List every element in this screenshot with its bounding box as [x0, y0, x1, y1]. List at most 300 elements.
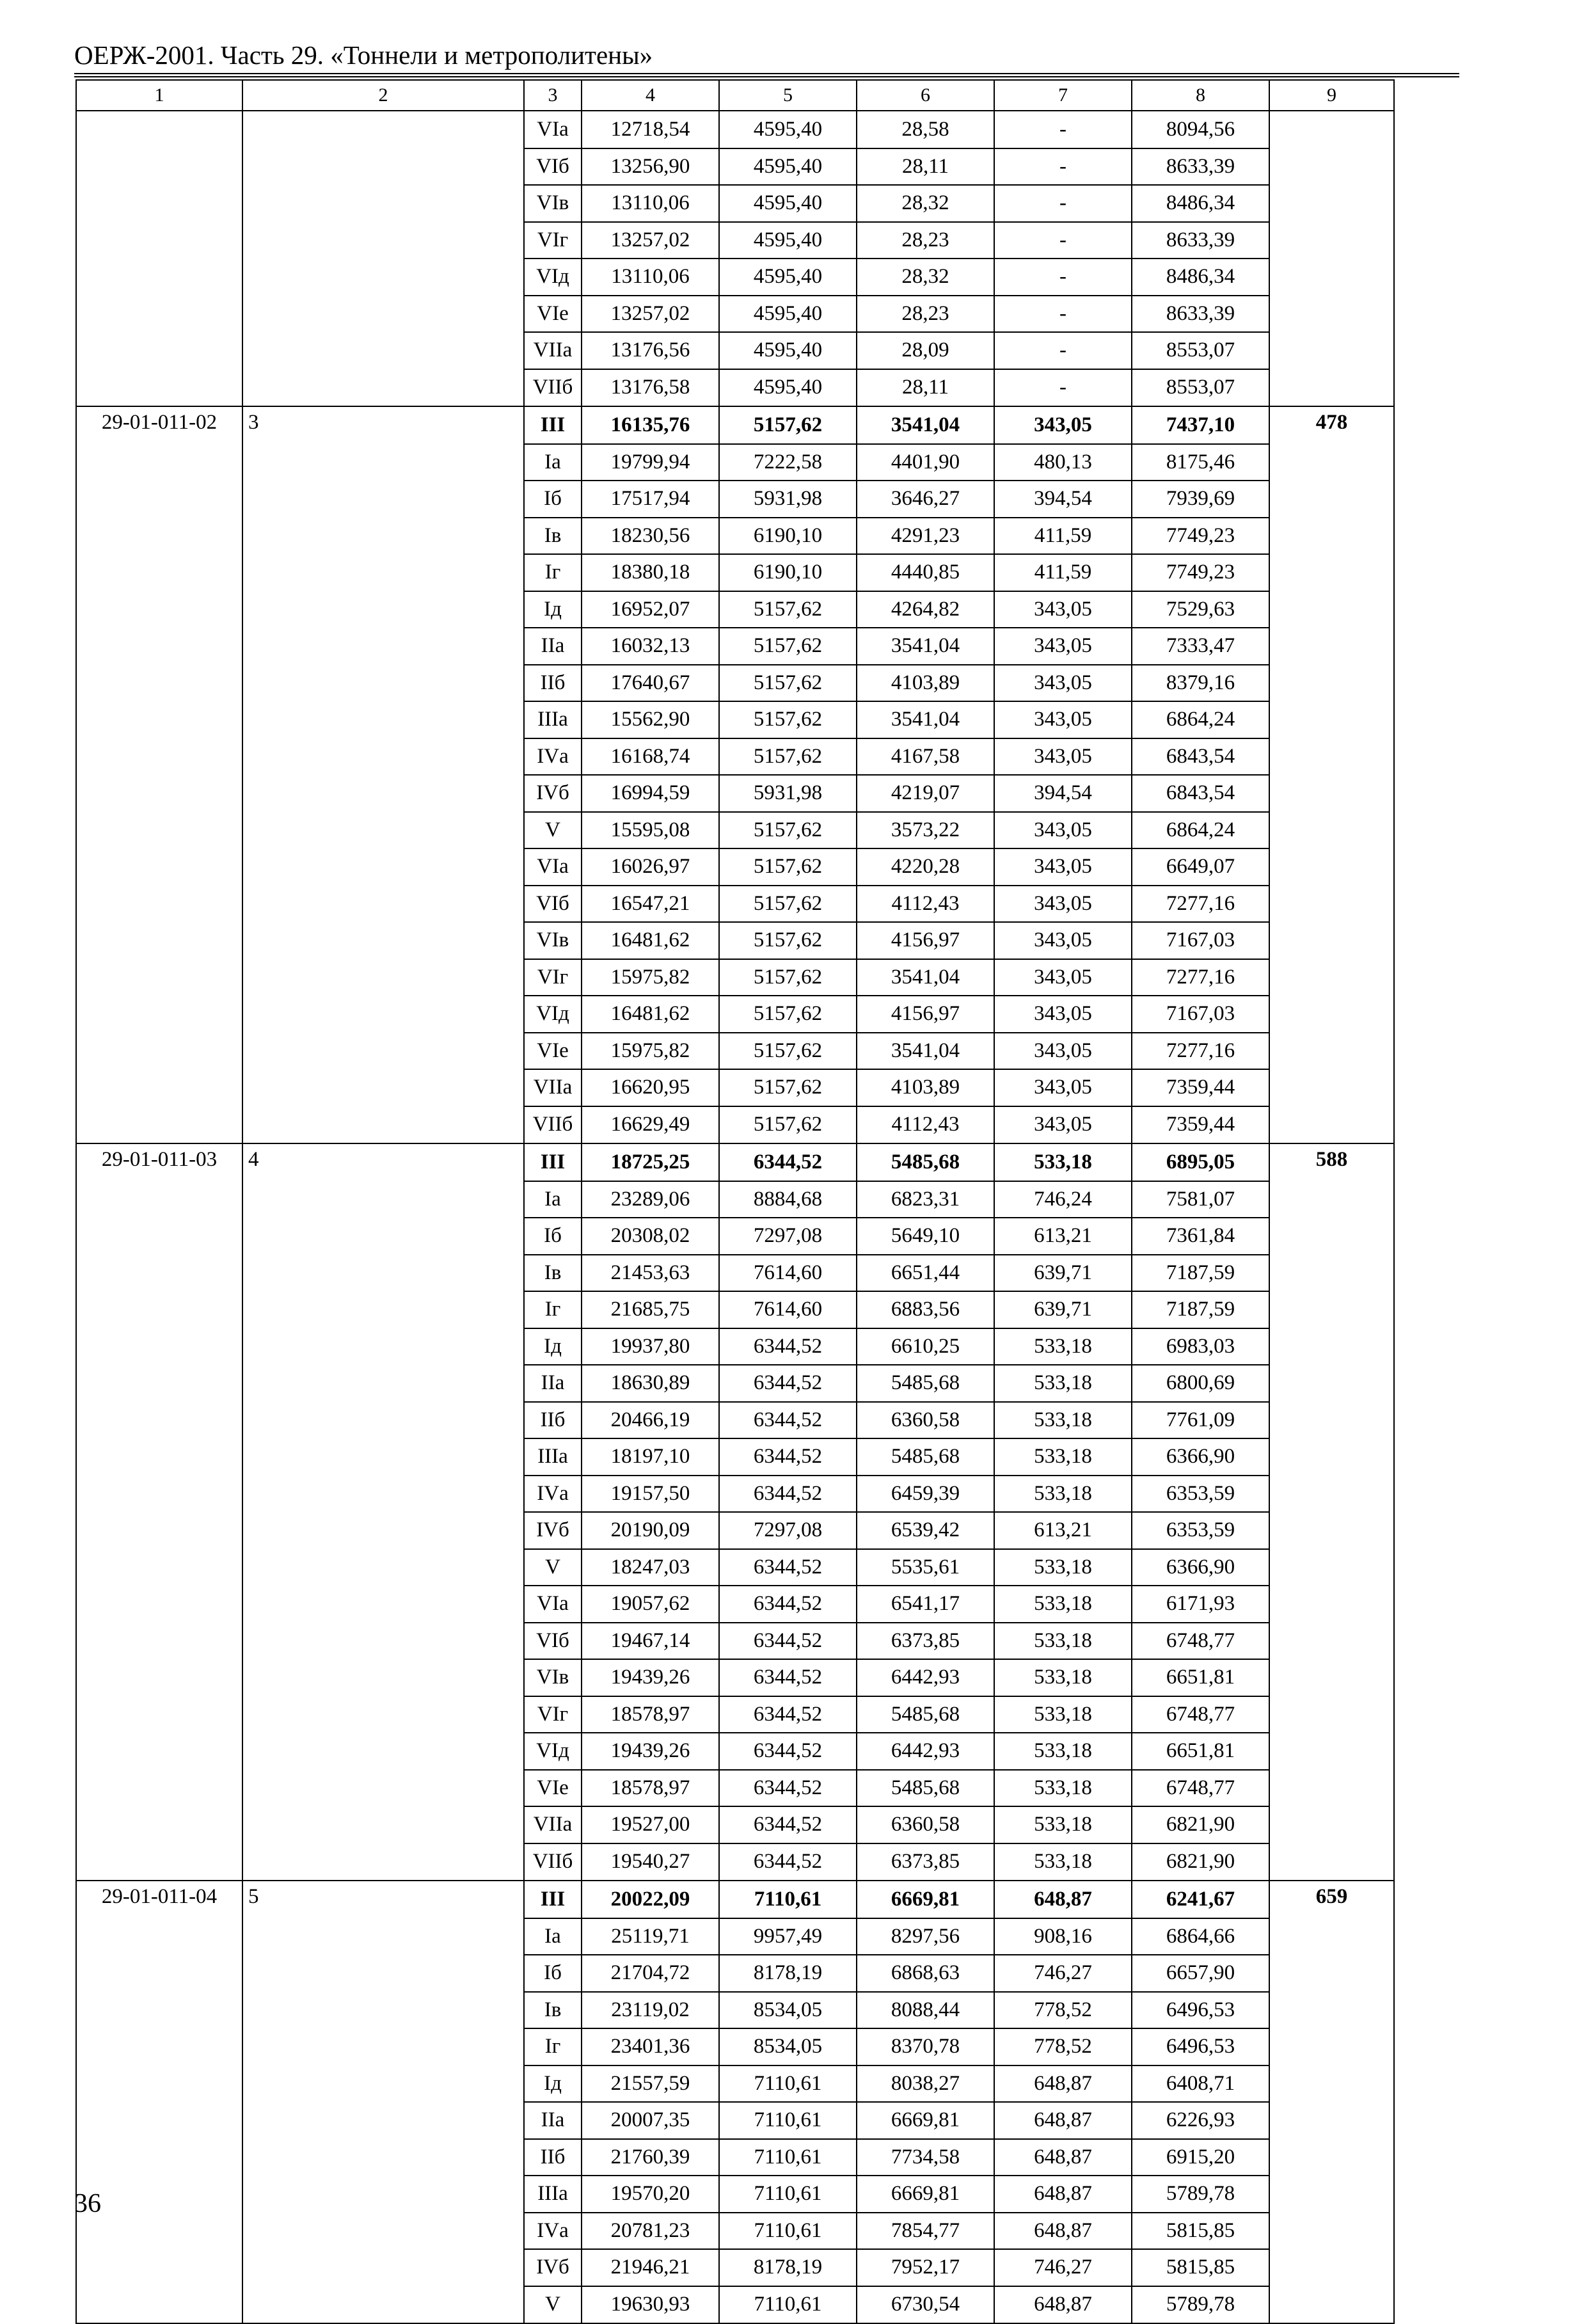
value-cell: 5815,85	[1132, 2213, 1269, 2250]
table-row	[76, 1069, 1394, 1106]
materials-cell	[1269, 1033, 1394, 1070]
value-cell: 6226,93	[1132, 2102, 1269, 2139]
value-cell: 7277,16	[1132, 959, 1269, 996]
value-cell: 20190,09	[582, 1512, 719, 1549]
value-cell: 5157,62	[719, 959, 857, 996]
value-cell: 16135,76	[582, 406, 719, 444]
table-row	[76, 148, 1394, 186]
rate-variant	[242, 554, 524, 591]
value-cell: 16547,21	[582, 886, 719, 923]
rate-code	[76, 1696, 242, 1733]
rate-variant	[242, 1733, 524, 1770]
value-cell: 19057,62	[582, 1586, 719, 1623]
materials-cell	[1269, 1770, 1394, 1807]
value-cell: 20781,23	[582, 2213, 719, 2250]
value-cell: 6651,81	[1132, 1733, 1269, 1770]
materials-cell	[1269, 1696, 1394, 1733]
materials-cell	[1269, 1843, 1394, 1881]
value-cell: 16994,59	[582, 775, 719, 812]
value-cell: 394,54	[994, 481, 1132, 518]
value-cell: 16952,07	[582, 591, 719, 628]
value-cell: 8534,05	[719, 2028, 857, 2065]
rate-code	[76, 1623, 242, 1660]
rate-variant	[242, 812, 524, 849]
value-cell: 8088,44	[857, 1992, 994, 2029]
table-row	[76, 111, 1394, 148]
value-cell: 16026,97	[582, 848, 719, 886]
value-cell: 6823,31	[857, 1181, 994, 1218]
column-number: 8	[1132, 80, 1269, 111]
rate-code	[76, 1106, 242, 1144]
table-row	[76, 848, 1394, 886]
rate-variant	[242, 1918, 524, 1955]
value-cell: 4112,43	[857, 886, 994, 923]
materials-cell	[1269, 1806, 1394, 1843]
value-cell: 4595,40	[719, 369, 857, 407]
value-cell: 648,87	[994, 2065, 1132, 2103]
rate-code	[76, 1402, 242, 1439]
rate-code	[76, 222, 242, 259]
category-cell: IVб	[524, 1512, 582, 1549]
value-cell: 6353,59	[1132, 1512, 1269, 1549]
rate-code	[76, 148, 242, 186]
category-cell: VIв	[524, 185, 582, 222]
value-cell: 6864,24	[1132, 701, 1269, 738]
category-cell: Iа	[524, 444, 582, 481]
materials-cell	[1269, 1918, 1394, 1955]
value-cell: 21946,21	[582, 2249, 719, 2286]
rate-code	[76, 369, 242, 407]
table-row	[76, 369, 1394, 407]
value-cell: 778,52	[994, 1992, 1132, 2029]
category-cell: Iб	[524, 481, 582, 518]
rate-variant	[242, 886, 524, 923]
value-cell: 13110,06	[582, 185, 719, 222]
rate-code	[76, 2286, 242, 2324]
value-cell: 639,71	[994, 1255, 1132, 1292]
header-rule-thin	[74, 76, 1459, 77]
rate-variant	[242, 1512, 524, 1549]
value-cell: 7277,16	[1132, 886, 1269, 923]
rate-variant	[242, 1806, 524, 1843]
materials-cell	[1269, 738, 1394, 776]
value-cell: 6843,54	[1132, 738, 1269, 776]
category-cell: IIа	[524, 1365, 582, 1402]
rate-code	[76, 1291, 242, 1328]
value-cell: 5157,62	[719, 848, 857, 886]
category-cell: VIд	[524, 996, 582, 1033]
value-cell: 16032,13	[582, 628, 719, 665]
value-cell: 7359,44	[1132, 1106, 1269, 1144]
value-cell: 8297,56	[857, 1918, 994, 1955]
category-cell: VIIа	[524, 1069, 582, 1106]
value-cell: 5815,85	[1132, 2249, 1269, 2286]
table-row	[76, 959, 1394, 996]
value-cell: 5157,62	[719, 738, 857, 776]
rate-code	[76, 1918, 242, 1955]
value-cell: 7110,61	[719, 1881, 857, 1918]
rate-variant	[242, 1586, 524, 1623]
value-cell: 17517,94	[582, 481, 719, 518]
value-cell: -	[994, 222, 1132, 259]
materials-cell	[1269, 886, 1394, 923]
value-cell: 6344,52	[719, 1328, 857, 1365]
value-cell: 6344,52	[719, 1843, 857, 1881]
value-cell: -	[994, 259, 1132, 296]
value-cell: 7187,59	[1132, 1255, 1269, 1292]
value-cell: 480,13	[994, 444, 1132, 481]
rate-variant	[242, 701, 524, 738]
value-cell: 648,87	[994, 2139, 1132, 2176]
value-cell: 6344,52	[719, 1549, 857, 1586]
value-cell: -	[994, 185, 1132, 222]
value-cell: 533,18	[994, 1143, 1132, 1181]
value-cell: 8175,46	[1132, 444, 1269, 481]
rate-variant	[242, 1218, 524, 1255]
value-cell: 3646,27	[857, 481, 994, 518]
value-cell: 6360,58	[857, 1806, 994, 1843]
value-cell: 6344,52	[719, 1806, 857, 1843]
value-cell: 6843,54	[1132, 775, 1269, 812]
materials-cell	[1269, 1512, 1394, 1549]
category-cell: III	[524, 1143, 582, 1181]
value-cell: 6669,81	[857, 2176, 994, 2213]
value-cell: 6657,90	[1132, 1955, 1269, 1992]
category-cell: VIIб	[524, 1843, 582, 1881]
value-cell: 533,18	[994, 1476, 1132, 1513]
rate-code	[76, 2176, 242, 2213]
value-cell: 5649,10	[857, 1218, 994, 1255]
rate-variant	[242, 2028, 524, 2065]
materials-cell	[1269, 2028, 1394, 2065]
value-cell: 8379,16	[1132, 665, 1269, 702]
rate-variant	[242, 296, 524, 333]
table-row	[76, 1881, 1394, 1918]
category-cell: VIб	[524, 148, 582, 186]
value-cell: 13257,02	[582, 296, 719, 333]
category-cell: VIе	[524, 1033, 582, 1070]
category-cell: IVб	[524, 775, 582, 812]
table-row	[76, 1549, 1394, 1586]
rate-code	[76, 444, 242, 481]
category-cell: VIа	[524, 111, 582, 148]
value-cell: 7222,58	[719, 444, 857, 481]
value-cell: 8633,39	[1132, 222, 1269, 259]
table-row	[76, 922, 1394, 959]
rate-code	[76, 665, 242, 702]
value-cell: 6373,85	[857, 1623, 994, 1660]
value-cell: 17640,67	[582, 665, 719, 702]
value-cell: 648,87	[994, 2286, 1132, 2324]
value-cell: 4595,40	[719, 332, 857, 369]
category-cell: V	[524, 812, 582, 849]
value-cell: 6344,52	[719, 1733, 857, 1770]
rate-code	[76, 812, 242, 849]
value-cell: 343,05	[994, 1033, 1132, 1070]
rate-variant	[242, 259, 524, 296]
value-cell: 23401,36	[582, 2028, 719, 2065]
category-cell: VIа	[524, 1586, 582, 1623]
rate-variant	[242, 1770, 524, 1807]
table-row	[76, 1843, 1394, 1881]
rate-code	[76, 996, 242, 1033]
value-cell: 8038,27	[857, 2065, 994, 2103]
value-cell: 7110,61	[719, 2286, 857, 2324]
value-cell: 28,23	[857, 296, 994, 333]
value-cell: 7614,60	[719, 1255, 857, 1292]
rate-code	[76, 1992, 242, 2029]
value-cell: 6539,42	[857, 1512, 994, 1549]
rate-variant	[242, 2286, 524, 2324]
value-cell: 411,59	[994, 518, 1132, 555]
value-cell: 6353,59	[1132, 1476, 1269, 1513]
value-cell: 533,18	[994, 1586, 1132, 1623]
category-cell: IIб	[524, 665, 582, 702]
value-cell: 8178,19	[719, 2249, 857, 2286]
materials-cell	[1269, 701, 1394, 738]
rate-variant	[242, 959, 524, 996]
value-cell: 343,05	[994, 1106, 1132, 1144]
value-cell: 18247,03	[582, 1549, 719, 1586]
value-cell: 15975,82	[582, 1033, 719, 1070]
materials-cell	[1269, 996, 1394, 1033]
value-cell: 3541,04	[857, 406, 994, 444]
value-cell: 4156,97	[857, 996, 994, 1033]
value-cell: 3541,04	[857, 701, 994, 738]
value-cell: 13257,02	[582, 222, 719, 259]
value-cell: 7277,16	[1132, 1033, 1269, 1070]
rate-variant	[242, 2102, 524, 2139]
rate-variant	[242, 2139, 524, 2176]
rate-variant	[242, 775, 524, 812]
rate-code	[76, 886, 242, 923]
value-cell: 16481,62	[582, 996, 719, 1033]
value-cell: 6344,52	[719, 1696, 857, 1733]
category-cell: VIб	[524, 886, 582, 923]
table-row	[76, 2213, 1394, 2250]
materials-cell	[1269, 481, 1394, 518]
value-cell: 5157,62	[719, 591, 857, 628]
value-cell: 343,05	[994, 922, 1132, 959]
value-cell: 4401,90	[857, 444, 994, 481]
value-cell: 21704,72	[582, 1955, 719, 1992]
value-cell: 4264,82	[857, 591, 994, 628]
materials-cell	[1269, 1438, 1394, 1476]
category-cell: VIг	[524, 959, 582, 996]
value-cell: 7110,61	[719, 2213, 857, 2250]
value-cell: 18578,97	[582, 1770, 719, 1807]
value-cell: 6864,24	[1132, 812, 1269, 849]
category-cell: VIIб	[524, 1106, 582, 1144]
rate-code: 29-01-011-03	[76, 1143, 242, 1181]
value-cell: 4595,40	[719, 222, 857, 259]
value-cell: 8884,68	[719, 1181, 857, 1218]
category-cell: Iв	[524, 1255, 582, 1292]
table-row	[76, 1365, 1394, 1402]
materials-cell	[1269, 2213, 1394, 2250]
value-cell: 6883,56	[857, 1291, 994, 1328]
rate-code	[76, 1770, 242, 1807]
rate-variant	[242, 111, 524, 148]
table-row	[76, 1955, 1394, 1992]
value-cell: 7761,09	[1132, 1402, 1269, 1439]
value-cell: 5485,68	[857, 1365, 994, 1402]
value-cell: 778,52	[994, 2028, 1132, 2065]
materials-cell	[1269, 1328, 1394, 1365]
rate-variant	[242, 738, 524, 776]
rate-variant	[242, 2249, 524, 2286]
category-cell: VIб	[524, 1623, 582, 1660]
value-cell: 7939,69	[1132, 481, 1269, 518]
materials-cell	[1269, 1992, 1394, 2029]
category-cell: Iв	[524, 518, 582, 555]
value-cell: 6748,77	[1132, 1696, 1269, 1733]
column-number: 1	[76, 80, 242, 111]
value-cell: 6983,03	[1132, 1328, 1269, 1365]
value-cell: 7529,63	[1132, 591, 1269, 628]
value-cell: 5485,68	[857, 1696, 994, 1733]
column-number: 4	[582, 80, 719, 111]
value-cell: 5157,62	[719, 1106, 857, 1144]
value-cell: -	[994, 296, 1132, 333]
rate-variant	[242, 1106, 524, 1144]
table-row	[76, 1438, 1394, 1476]
value-cell: 343,05	[994, 628, 1132, 665]
rate-code	[76, 185, 242, 222]
value-cell: 343,05	[994, 701, 1132, 738]
value-cell: 5931,98	[719, 775, 857, 812]
value-cell: 4103,89	[857, 1069, 994, 1106]
value-cell: 746,27	[994, 2249, 1132, 2286]
value-cell: 15562,90	[582, 701, 719, 738]
rate-variant	[242, 481, 524, 518]
value-cell: 16629,49	[582, 1106, 719, 1144]
value-cell: 3541,04	[857, 959, 994, 996]
category-cell: VIд	[524, 259, 582, 296]
rate-variant	[242, 332, 524, 369]
materials-cell	[1269, 1476, 1394, 1513]
table-row	[76, 1476, 1394, 1513]
column-number-row	[76, 80, 1394, 111]
value-cell: 648,87	[994, 2213, 1132, 2250]
materials-cell	[1269, 296, 1394, 333]
column-number: 6	[857, 80, 994, 111]
table-row	[76, 1328, 1394, 1365]
value-cell: 7110,61	[719, 2065, 857, 2103]
value-cell: 7437,10	[1132, 406, 1269, 444]
value-cell: 5157,62	[719, 922, 857, 959]
table-row	[76, 628, 1394, 665]
value-cell: 6190,10	[719, 518, 857, 555]
value-cell: 533,18	[994, 1623, 1132, 1660]
value-cell: 6344,52	[719, 1143, 857, 1181]
rate-code	[76, 1328, 242, 1365]
value-cell: 6748,77	[1132, 1770, 1269, 1807]
materials-cell	[1269, 518, 1394, 555]
category-cell: IIа	[524, 2102, 582, 2139]
price-table	[75, 79, 1395, 2324]
value-cell: 4156,97	[857, 922, 994, 959]
materials-cell	[1269, 2102, 1394, 2139]
value-cell: 8553,07	[1132, 369, 1269, 407]
rate-code	[76, 2102, 242, 2139]
value-cell: 19157,50	[582, 1476, 719, 1513]
value-cell: 18197,10	[582, 1438, 719, 1476]
value-cell: 4167,58	[857, 738, 994, 776]
value-cell: 7167,03	[1132, 996, 1269, 1033]
rate-code	[76, 591, 242, 628]
rate-variant	[242, 1438, 524, 1476]
value-cell: 5157,62	[719, 886, 857, 923]
table-row	[76, 812, 1394, 849]
table-row	[76, 1143, 1394, 1181]
value-cell: 6868,63	[857, 1955, 994, 1992]
value-cell: 6344,52	[719, 1659, 857, 1696]
value-cell: 6366,90	[1132, 1549, 1269, 1586]
value-cell: 5485,68	[857, 1143, 994, 1181]
category-cell: Iа	[524, 1181, 582, 1218]
value-cell: 9957,49	[719, 1918, 857, 1955]
materials-cell	[1269, 1549, 1394, 1586]
table-row	[76, 2139, 1394, 2176]
value-cell: 18578,97	[582, 1696, 719, 1733]
table-row	[76, 1659, 1394, 1696]
value-cell: 19467,14	[582, 1623, 719, 1660]
value-cell: 6190,10	[719, 554, 857, 591]
value-cell: 19527,00	[582, 1806, 719, 1843]
value-cell: 7854,77	[857, 2213, 994, 2250]
value-cell: 4219,07	[857, 775, 994, 812]
value-cell: 6915,20	[1132, 2139, 1269, 2176]
value-cell: 7110,61	[719, 2102, 857, 2139]
value-cell: 343,05	[994, 959, 1132, 996]
value-cell: 20466,19	[582, 1402, 719, 1439]
value-cell: 23289,06	[582, 1181, 719, 1218]
materials-cell	[1269, 259, 1394, 296]
value-cell: 7359,44	[1132, 1069, 1269, 1106]
category-cell: Iг	[524, 2028, 582, 2065]
value-cell: 533,18	[994, 1328, 1132, 1365]
category-cell: VIв	[524, 1659, 582, 1696]
value-cell: 5485,68	[857, 1770, 994, 1807]
value-cell: 5157,62	[719, 1069, 857, 1106]
value-cell: 6360,58	[857, 1402, 994, 1439]
table-row	[76, 591, 1394, 628]
table-row	[76, 1696, 1394, 1733]
materials-cell	[1269, 1365, 1394, 1402]
value-cell: 13176,58	[582, 369, 719, 407]
rate-variant	[242, 1328, 524, 1365]
value-cell: 8486,34	[1132, 259, 1269, 296]
materials-cell	[1269, 148, 1394, 186]
value-cell: 18230,56	[582, 518, 719, 555]
value-cell: 13110,06	[582, 259, 719, 296]
value-cell: -	[994, 148, 1132, 186]
table-row	[76, 996, 1394, 1033]
rate-code	[76, 1181, 242, 1218]
materials-cell	[1269, 848, 1394, 886]
materials-cell: 478	[1269, 406, 1394, 444]
value-cell: -	[994, 332, 1132, 369]
materials-cell	[1269, 1069, 1394, 1106]
rate-variant: 4	[242, 1143, 524, 1181]
value-cell: 21685,75	[582, 1291, 719, 1328]
category-cell: IIIа	[524, 1438, 582, 1476]
materials-cell	[1269, 1255, 1394, 1292]
table-row	[76, 518, 1394, 555]
materials-cell	[1269, 812, 1394, 849]
table-row	[76, 1992, 1394, 2029]
